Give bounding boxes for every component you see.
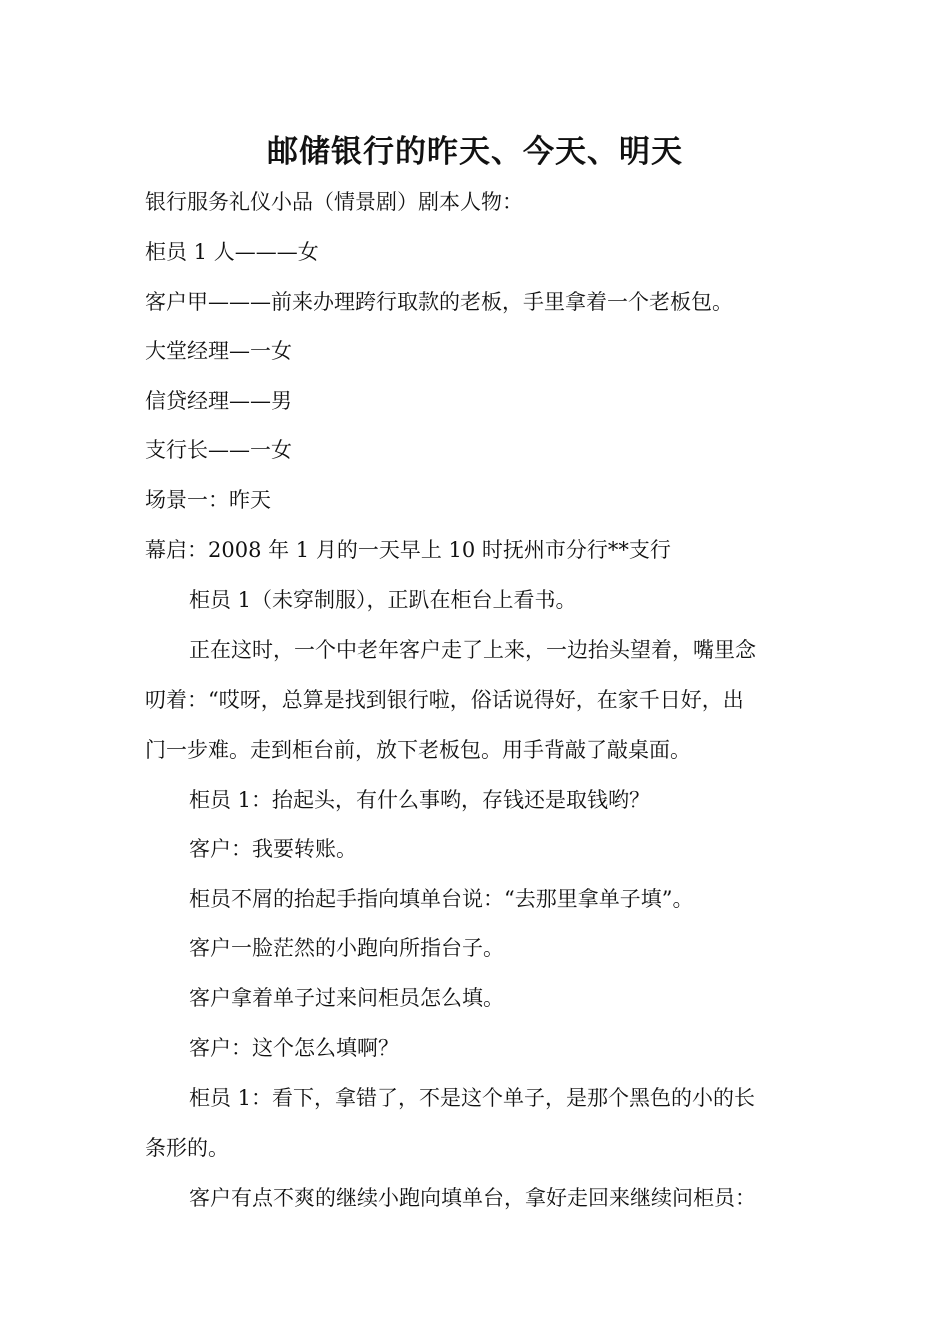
paragraph-line: 门一步难。走到柜台前，放下老板包。用手背敲了敲桌面。 xyxy=(145,738,691,762)
paragraph-line: 客户拿着单子过来问柜员怎么填。 xyxy=(189,986,504,1010)
document-title: 邮储银行的昨天、今天、明天 xyxy=(267,134,683,170)
paragraph-line: 条形的。 xyxy=(145,1136,229,1160)
paragraph-line: 客户：我要转账。 xyxy=(189,837,357,861)
paragraph-line: 客户：这个怎么填啊？ xyxy=(189,1036,399,1060)
paragraph-line: 柜员 1（未穿制服），正趴在柜台上看书。 xyxy=(189,588,577,612)
cast-credit-manager: 信贷经理——男 xyxy=(145,389,292,413)
paragraph-line: 正在这时，一个中老年客户走了上来，一边抬头望着，嘴里念 xyxy=(189,638,756,662)
paragraph-line: 柜员 1：抬起头，有什么事哟，存钱还是取钱哟？ xyxy=(189,788,651,812)
paragraph-line: 柜员 1：看下，拿错了，不是这个单子，是那个黑色的小的长 xyxy=(189,1086,756,1110)
paragraph-line: 客户有点不爽的继续小跑向填单台，拿好走回来继续问柜员： xyxy=(189,1186,756,1210)
curtain-open: 幕启：2008 年 1 月的一天早上 10 时抚州市分行**支行 xyxy=(145,538,671,562)
cast-customer: 客户甲———前来办理跨行取款的老板，手里拿着一个老板包。 xyxy=(145,290,733,314)
scene-heading: 场景一：昨天 xyxy=(145,488,271,512)
cast-heading: 银行服务礼仪小品（情景剧）剧本人物： xyxy=(145,190,523,214)
cast-lobby-manager: 大堂经理—一女 xyxy=(145,339,292,363)
paragraph-line: 柜员不屑的抬起手指向填单台说：“去那里拿单子填”。 xyxy=(189,887,694,911)
cast-branch-head: 支行长——一女 xyxy=(145,438,292,462)
paragraph-line: 叨着：“哎呀，总算是找到银行啦，俗话说得好，在家千日好，出 xyxy=(145,688,744,712)
cast-teller: 柜员 1 人———女 xyxy=(145,240,319,264)
paragraph-line: 客户一脸茫然的小跑向所指台子。 xyxy=(189,936,504,960)
